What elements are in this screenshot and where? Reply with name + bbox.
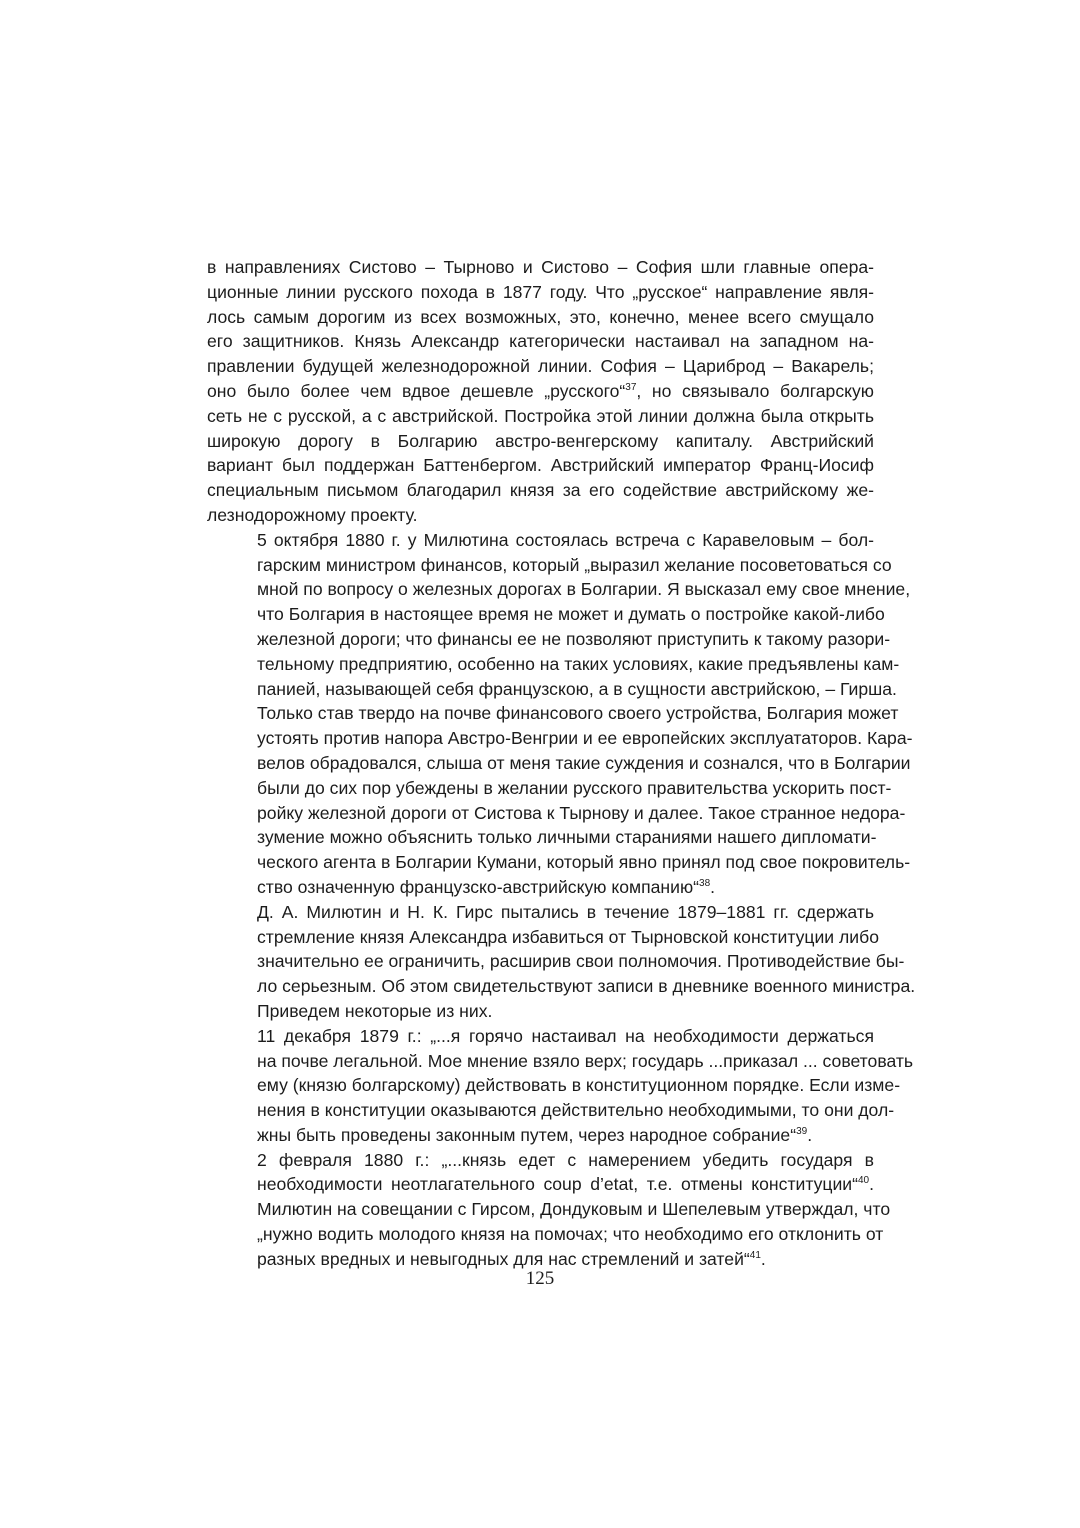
text-line: „нужно водить молодого князя на помочах; что необходимо его отклонить от [257, 1224, 884, 1245]
text-line: ционные линии русского похода в 1877 году. Что „русское“ направление явля- [207, 281, 874, 302]
text-line: нения в конституции оказываются действительно необходимыми, то они дол- [257, 1100, 895, 1121]
text-line: широкую дорогу в Болгарию австро-венгерскому капиталу. Австрийский [207, 430, 874, 451]
text-line: ческого агента в Болгарии Кумани, который явно принял под свое покровитель- [257, 852, 911, 873]
footnote-ref: 37 [625, 381, 637, 393]
text-line: ло серьезным. Об этом свидетельствуют записи в дневнике военного министра. [257, 976, 916, 997]
paragraph [207, 1024, 914, 1148]
text-line: лось самым дорогим из всех возможных, это, конечно, менее всего смущало [207, 306, 874, 327]
text-line: были до сих пор убеждены в желании русского правительства ускорить пост- [257, 777, 892, 798]
text-line: значительно ее ограничить, расширив свои полномочия. Противодействие бы- [257, 951, 905, 972]
text-line: на почве легальной. Мое мнение взяло верх; государь ...приказал ... советовать [257, 1050, 914, 1071]
document-body [207, 255, 916, 1272]
text-line: мной по вопросу о железных дорогах в Болгарии. Я высказал ему свое мнение, [257, 579, 911, 600]
text-line: ство означенную французско-австрийскую компанию“$^{38}$. [257, 876, 716, 897]
text-line: специальным письмом благодарил князя за его содействие австрийскому же- [207, 480, 874, 501]
text-line: зумение можно объяснить только личными стараниями нашего дипломати- [257, 827, 877, 848]
text-line: разных вредных и невыгодных для нас стремлений и затей“$^{41}$. [257, 1248, 766, 1269]
text-line: панией, называющей себя французскою, а в сущности австрийскою, – Гирша. [257, 678, 897, 699]
page-number: 125 [525, 1268, 555, 1289]
text-line: стремление князя Александра избавиться от Тырновской конституции либо [257, 926, 879, 947]
footnote-ref: 38 [699, 877, 711, 889]
paragraph [207, 528, 913, 900]
footnote-ref: 40 [857, 1175, 870, 1187]
text-line: вариант был поддержан Баттенбергом. Австрийский император Франц-Иосиф [207, 455, 874, 476]
paragraph [207, 255, 874, 528]
text-line: устоять против напора Австро-Венгрии и ее европейских эксплуататоров. Кара- [257, 728, 913, 749]
text-line: необходимости неотлагательного coup d’etat, т.е. отмены конституции“$^{40}$. [257, 1174, 874, 1195]
text-line: его защитников. Князь Александр категорически настаивал на западном на- [207, 331, 874, 352]
text-line: лезнодорожному проекту. [207, 504, 418, 525]
text-line: Д. А. Милютин и Н. К. Гирс пытались в течение 1879–1881 гг. сдержать [257, 901, 874, 922]
text-line: ройку железной дороги от Систова к Тырнову и далее. Такое странное недора- [257, 802, 906, 823]
text-line: велов обрадовался, слыша от меня такие суждения и сознался, что в Болгарии [257, 752, 911, 773]
paragraph [207, 900, 916, 1024]
text-line: гарским министром финансов, который „выразил желание посоветоваться со [257, 554, 892, 575]
footnote-ref: 39 [796, 1125, 808, 1137]
text-line: Только став твердо на почве финансового своего устройства, Болгария может [257, 703, 899, 724]
footnote-ref: 41 [749, 1249, 761, 1261]
text-line: 2 февраля 1880 г.: „...князь едет с намерением убедить государя в [257, 1149, 874, 1170]
text-line: тельному предприятию, особенно на таких условиях, какие предъявлены кам- [257, 653, 900, 674]
text-line: в направлениях Систово – Тырново и Систово – София шли главные опера- [207, 257, 874, 277]
text-line: ему (князю болгарскому) действовать в конституционном порядке. Если изме- [257, 1075, 901, 1096]
text-line: 5 октября 1880 г. у Милютина состоялась встреча с Каравеловым – бол- [257, 529, 874, 550]
text-line: что Болгария в настоящее время не может и думать о постройке какой-либо [257, 604, 885, 625]
text-line: 11 декабря 1879 г.: „...я горячо настаивал на необходимости держаться [257, 1025, 874, 1046]
text-line: правлении будущей железнодорожной линии. София – Цариброд – Вакарель; [207, 356, 874, 377]
paragraph [207, 1148, 891, 1272]
text-line: Приведем некоторые из них. [257, 1000, 493, 1021]
text-line: Милютин на совещании с Гирсом, Дондуковым и Шепелевым утверждал, что [257, 1199, 891, 1220]
text-line: оно было более чем вдвое дешевле „русского“$^{37}$, но связывало болгарскую [207, 380, 875, 401]
text-line: жны быть проведены законным путем, через народное собрание“$^{39}$. [257, 1124, 813, 1145]
text-line: железной дороги; что финансы ее не позволяют приступить к такому разори- [257, 628, 891, 649]
text-line: сеть не с русской, а с австрийской. Постройка этой линии должна была открыть [207, 405, 874, 426]
